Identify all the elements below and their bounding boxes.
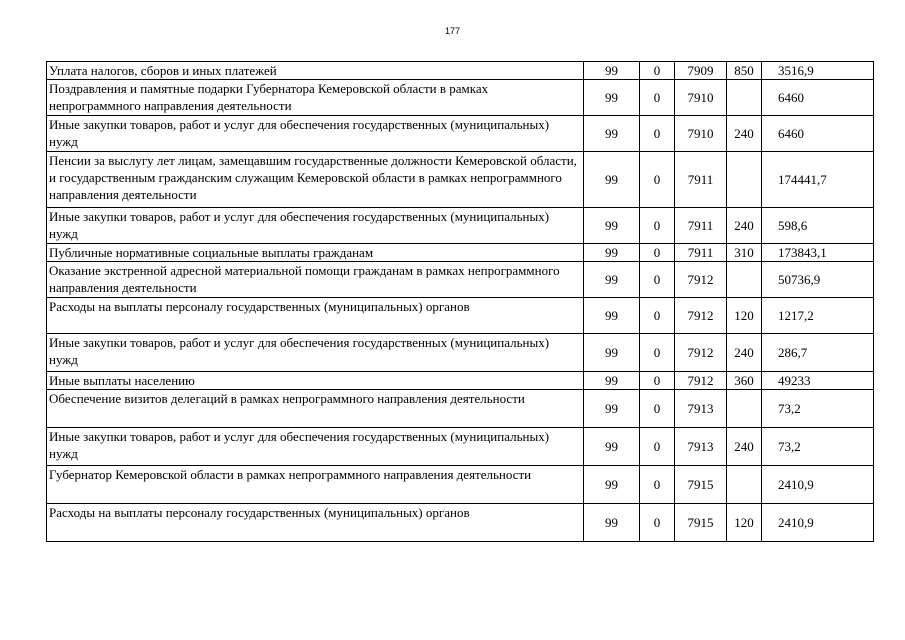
- section-code: 0: [640, 466, 675, 504]
- chapter-code: 99: [584, 152, 640, 208]
- target-article-code: 7912: [675, 262, 727, 298]
- expense-type-code: 850: [727, 62, 762, 80]
- row-description: Иные закупки товаров, работ и услуг для обеспечения государственных (муниципальных) нужд: [47, 334, 584, 372]
- table-row: [47, 504, 874, 542]
- table-row: [47, 62, 874, 80]
- target-article-code: 7909: [675, 62, 727, 80]
- section-code: 0: [640, 116, 675, 152]
- expense-type-code: 240: [727, 428, 762, 466]
- expense-type-code: 360: [727, 372, 762, 390]
- table-row: [47, 262, 874, 298]
- row-description: Поздравления и памятные подарки Губернатора Кемеровской области в рамках непрограммного направления деятельности: [47, 80, 584, 116]
- target-article-code: 7911: [675, 208, 727, 244]
- expense-type-code: 120: [727, 504, 762, 542]
- target-article-code: 7912: [675, 334, 727, 372]
- expense-type-code: [727, 466, 762, 504]
- target-article-code: 7915: [675, 466, 727, 504]
- amount: 3516,9: [762, 62, 874, 80]
- section-code: 0: [640, 504, 675, 542]
- amount: 286,7: [762, 334, 874, 372]
- chapter-code: 99: [584, 334, 640, 372]
- table-row: [47, 466, 874, 504]
- row-description: Обеспечение визитов делегаций в рамках непрограммного направления деятельности: [47, 390, 584, 428]
- expense-type-code: [727, 80, 762, 116]
- section-code: 0: [640, 152, 675, 208]
- amount: 73,2: [762, 390, 874, 428]
- expense-type-code: 240: [727, 208, 762, 244]
- chapter-code: 99: [584, 116, 640, 152]
- section-code: 0: [640, 62, 675, 80]
- chapter-code: 99: [584, 208, 640, 244]
- chapter-code: 99: [584, 372, 640, 390]
- row-description: Расходы на выплаты персоналу государственных (муниципальных) органов: [47, 504, 584, 542]
- section-code: 0: [640, 80, 675, 116]
- expense-type-code: 240: [727, 116, 762, 152]
- amount: 6460: [762, 116, 874, 152]
- section-code: 0: [640, 428, 675, 466]
- table-row: [47, 80, 874, 116]
- target-article-code: 7915: [675, 504, 727, 542]
- section-code: 0: [640, 298, 675, 334]
- target-article-code: 7912: [675, 372, 727, 390]
- chapter-code: 99: [584, 298, 640, 334]
- chapter-code: 99: [584, 504, 640, 542]
- expense-type-code: [727, 390, 762, 428]
- table-row: [47, 298, 874, 334]
- amount: 1217,2: [762, 298, 874, 334]
- table-row: [47, 428, 874, 466]
- row-description: Уплата налогов, сборов и иных платежей: [47, 62, 584, 80]
- target-article-code: 7913: [675, 390, 727, 428]
- expense-type-code: 240: [727, 334, 762, 372]
- row-description: Пенсии за выслугу лет лицам, замещавшим государственные должности Кемеровской области, и государственным гражданским служащим Кемеровской области в рамках непрограммного направления деятельности: [47, 152, 584, 208]
- chapter-code: 99: [584, 262, 640, 298]
- row-description: Иные выплаты населению: [47, 372, 584, 390]
- chapter-code: 99: [584, 466, 640, 504]
- amount: 49233: [762, 372, 874, 390]
- expense-type-code: [727, 262, 762, 298]
- target-article-code: 7911: [675, 244, 727, 262]
- expense-type-code: 120: [727, 298, 762, 334]
- amount: 73,2: [762, 428, 874, 466]
- section-code: 0: [640, 372, 675, 390]
- target-article-code: 7913: [675, 428, 727, 466]
- amount: 598,6: [762, 208, 874, 244]
- row-description: Губернатор Кемеровской области в рамках непрограммного направления деятельности: [47, 466, 584, 504]
- chapter-code: 99: [584, 80, 640, 116]
- row-description: Публичные нормативные социальные выплаты гражданам: [47, 244, 584, 262]
- table-row: [47, 390, 874, 428]
- table-row: [47, 372, 874, 390]
- section-code: 0: [640, 390, 675, 428]
- amount: 2410,9: [762, 504, 874, 542]
- section-code: 0: [640, 262, 675, 298]
- amount: 50736,9: [762, 262, 874, 298]
- target-article-code: 7911: [675, 152, 727, 208]
- budget-table: [46, 61, 874, 542]
- target-article-code: 7912: [675, 298, 727, 334]
- table-row: [47, 152, 874, 208]
- amount: 2410,9: [762, 466, 874, 504]
- row-description: Иные закупки товаров, работ и услуг для обеспечения государственных (муниципальных) нужд: [47, 428, 584, 466]
- row-description: Расходы на выплаты персоналу государственных (муниципальных) органов: [47, 298, 584, 334]
- row-description: Иные закупки товаров, работ и услуг для обеспечения государственных (муниципальных) нужд: [47, 116, 584, 152]
- amount: 173843,1: [762, 244, 874, 262]
- table-row: [47, 244, 874, 262]
- expense-type-code: 310: [727, 244, 762, 262]
- expense-type-code: [727, 152, 762, 208]
- row-description: Иные закупки товаров, работ и услуг для обеспечения государственных (муниципальных) нужд: [47, 208, 584, 244]
- table-row: [47, 334, 874, 372]
- table-row: [47, 116, 874, 152]
- amount: 174441,7: [762, 152, 874, 208]
- target-article-code: 7910: [675, 80, 727, 116]
- chapter-code: 99: [584, 390, 640, 428]
- amount: 6460: [762, 80, 874, 116]
- row-description: Оказание экстренной адресной материальной помощи гражданам в рамках непрограммного направления деятельности: [47, 262, 584, 298]
- chapter-code: 99: [584, 244, 640, 262]
- section-code: 0: [640, 244, 675, 262]
- table-row: [47, 208, 874, 244]
- section-code: 0: [640, 334, 675, 372]
- chapter-code: 99: [584, 62, 640, 80]
- target-article-code: 7910: [675, 116, 727, 152]
- page-number: 177: [444, 26, 461, 36]
- chapter-code: 99: [584, 428, 640, 466]
- section-code: 0: [640, 208, 675, 244]
